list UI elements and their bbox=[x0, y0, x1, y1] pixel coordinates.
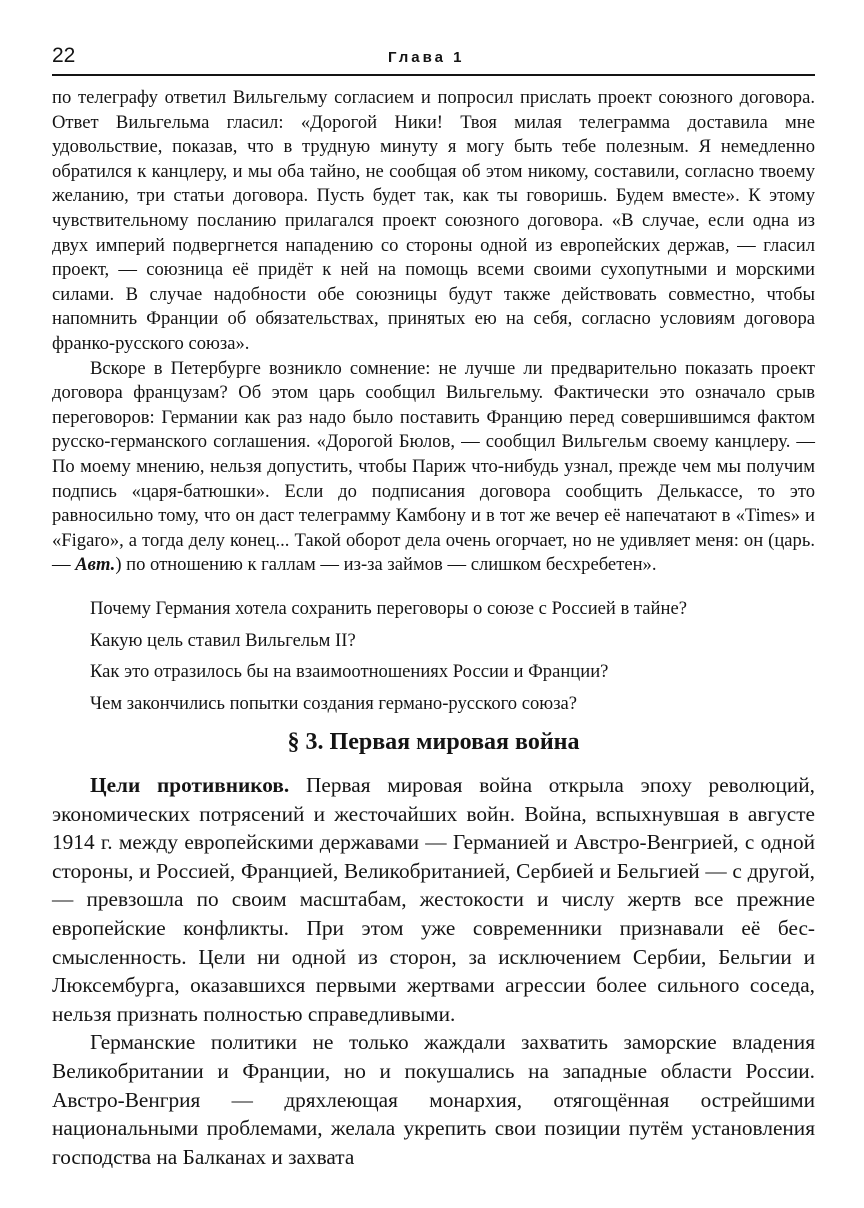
page-header bbox=[52, 40, 815, 76]
author-note: Авт. bbox=[75, 554, 116, 576]
question-item: Почему Германия хотела сохранить переговоры о союзе с Россией в тайне? bbox=[90, 598, 687, 619]
page-number: 22 bbox=[52, 44, 76, 67]
running-head-chapter: Глава 1 bbox=[388, 49, 465, 66]
paragraph-lead: Цели противников. bbox=[90, 773, 290, 797]
section-heading: § 3. Первая мировая война bbox=[287, 729, 580, 755]
excerpt-paragraph bbox=[52, 357, 815, 578]
body-paragraph bbox=[52, 771, 815, 1028]
body-paragraph-text: Первая мировая война открыла эпоху революций, экономических потрясений и жесточайших войн. Война, вспыхнувшая в августе 1914 г. между европейскими державами — Германией и Австро-Венгрией, с одной стороны, и Россией, Францией, Великобританией, Сербией и Бельгией — с другой, — превзошла по своим масштабам, жестокости и числу жертв все прежние европейские конфликты. При этом уже современники признавали её бессмысленность. Цели ни одной из сторон, за исключением Сербии, Бельгии и Люксембурга, оказавшихся первыми жертвами агрессии более сильного соседа, нельзя признать полностью справедливыми. bbox=[52, 773, 815, 1026]
document-excerpt bbox=[52, 86, 815, 578]
question-item: Чем закончились попытки создания германо-русского союза? bbox=[90, 692, 578, 714]
excerpt-text: Вскоре в Петербурге возникло сомнение: не лучше ли предварительно показать проект договора французам? Об этом царь сообщил Вильгельму. Фактически это означало срыв переговоров: Германии как раз надо было поставить Францию перед совершившимся фактом русско-германского соглашения. «Дорогой Бюлов, — сообщил Вильгельм своему канцлеру. — По моему мнению, нельзя допустить, чтобы Париж что-нибудь узнал, прежде чем мы получим подпись «царя-батюшки». Если до подписания договора сообщить Делькассе, то это равносильно тому, что он даст телеграмму Камбону и в тот же вечер её напечатают в «Times» и «Figaro», а тогда делу конец... Такой оборот дела очень огорчает, но не удивляет меня: он (царь. — bbox=[52, 357, 815, 576]
question-item: Как это отразилось бы на взаимоотношениях России и Франции? bbox=[90, 661, 609, 683]
question-list bbox=[52, 597, 815, 723]
excerpt-text-tail: ) по отношению к галлам — из-за займов — слишком бесхребетен». bbox=[115, 554, 657, 576]
excerpt-paragraph: по телеграфу ответил Вильгельму согласием и попросил прислать проект союзного договора. Ответ Вильгельма гласил: «Дорогой Ники! Твоя милая телеграмма доставила мне удовольствие, показав, что в трудную минуту я могу быть тебе полезным. Я немедленно обратился к канцлеру, и мы оба тайно, не сообщая об этом никому, составили, согласно твоему желанию, три статьи договора. Пусть будет так, как ты говоришь. Будем вместе». К этому чувствительному посланию прилагался проект союзного договора. «В случае, если одна из двух империй подвергнется нападению со стороны одной из европейских держав, — гласил проект, — союзница её придёт к ней на помощь всеми своими сухопутными и морскими силами. В случае надобности обе союзницы будут также действовать совместно, чтобы напомнить Франции об обязательствах, принятых ею на себя, согласно условиям договора франко-русского союза». bbox=[52, 87, 815, 354]
body-paragraph: Германские политики не только жаждали захватить заморские владения Великобритании и Франции, но и покушались на западные области России. Австро-Венгрия — дряхлеющая монархия, отягощённая острейшими национальными проблемами, желала укрепить свои позиции путём установления господства на Балканах и захвата bbox=[52, 1030, 815, 1169]
question-item: Какую цель ставил Вильгельм II? bbox=[90, 629, 356, 651]
section-body bbox=[52, 771, 815, 1171]
